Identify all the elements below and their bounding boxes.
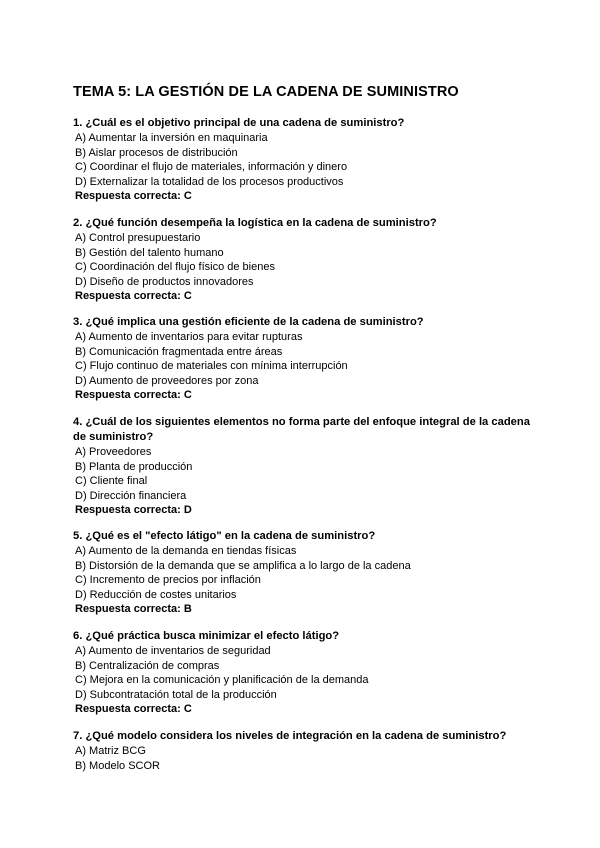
option-list [73, 131, 543, 189]
option-a: A) Proveedores [75, 446, 152, 458]
option-b: B) Distorsión de la demanda que se amplifica a lo largo de la cadena [75, 559, 411, 572]
option-a: A) Aumentar la inversión en maquinaria [75, 132, 268, 144]
correct-answer: Respuesta correcta: B [75, 603, 192, 616]
correct-answer: Respuesta correcta: C [75, 190, 192, 203]
option-a: A) Matriz BCG [75, 745, 146, 757]
question-text: 6. ¿Qué práctica busca minimizar el efecto látigo? [73, 630, 340, 642]
option-d: D) Aumento de proveedores por zona [75, 374, 259, 387]
question-text: 3. ¿Qué implica una gestión eficiente de la cadena de suministro? [73, 316, 424, 328]
question-2 [73, 216, 543, 304]
option-list [73, 644, 543, 702]
correct-answer: Respuesta correcta: C [75, 703, 192, 716]
option-c: C) Mejora en la comunicación y planificación de la demanda [75, 674, 369, 687]
question-4 [73, 415, 543, 518]
option-b: B) Centralización de compras [75, 659, 220, 672]
correct-answer: Respuesta correcta: C [75, 290, 192, 303]
option-b: B) Modelo SCOR [75, 759, 160, 772]
option-c: C) Cliente final [75, 475, 148, 488]
option-d: D) Externalizar la totalidad de los procesos productivos [75, 175, 344, 188]
option-b: B) Aislar procesos de distribución [75, 146, 238, 159]
option-d: D) Subcontratación total de la producción [75, 688, 277, 701]
question-text: 5. ¿Qué es el "efecto látigo" en la cadena de suministro? [73, 530, 376, 542]
option-b: B) Planta de producción [75, 460, 193, 473]
question-3 [73, 315, 543, 403]
option-d: D) Dirección financiera [75, 489, 187, 502]
option-d: D) Diseño de productos innovadores [75, 275, 254, 288]
option-a: A) Aumento de la demanda en tiendas físicas [75, 545, 297, 557]
option-c: C) Coordinación del flujo físico de bienes [75, 261, 275, 274]
option-c: C) Coordinar el flujo de materiales, información y dinero [75, 161, 348, 174]
option-a: A) Control presupuestario [75, 232, 201, 244]
option-b: B) Gestión del talento humano [75, 246, 224, 259]
question-text: 1. ¿Cuál es el objetivo principal de una cadena de suministro? [73, 117, 405, 129]
correct-answer: Respuesta correcta: C [75, 389, 192, 402]
option-list [73, 231, 543, 289]
option-list [73, 744, 543, 773]
option-c: C) Incremento de precios por inflación [75, 574, 261, 587]
question-text: 7. ¿Qué modelo considera los niveles de integración en la cadena de suministro? [73, 730, 507, 742]
option-list [73, 330, 543, 388]
option-d: D) Reducción de costes unitarios [75, 588, 237, 601]
question-7 [73, 729, 543, 773]
option-list [73, 445, 543, 503]
question-6 [73, 629, 543, 717]
option-list [73, 544, 543, 602]
question-5 [73, 529, 543, 617]
option-a: A) Aumento de inventarios de seguridad [75, 645, 271, 657]
option-b: B) Comunicación fragmentada entre áreas [75, 345, 283, 358]
question-text: 4. ¿Cuál de los siguientes elementos no forma parte del enfoque integral de la cadena de suministro? [73, 416, 530, 443]
option-c: C) Flujo continuo de materiales con mínima interrupción [75, 360, 348, 373]
question-text: 2. ¿Qué función desempeña la logística en la cadena de suministro? [73, 217, 437, 229]
option-a: A) Aumento de inventarios para evitar rupturas [75, 331, 303, 343]
question-1 [73, 116, 543, 204]
correct-answer: Respuesta correcta: D [75, 504, 192, 517]
page-title: TEMA 5: LA GESTIÓN DE LA CADENA DE SUMINISTRO [73, 84, 459, 100]
